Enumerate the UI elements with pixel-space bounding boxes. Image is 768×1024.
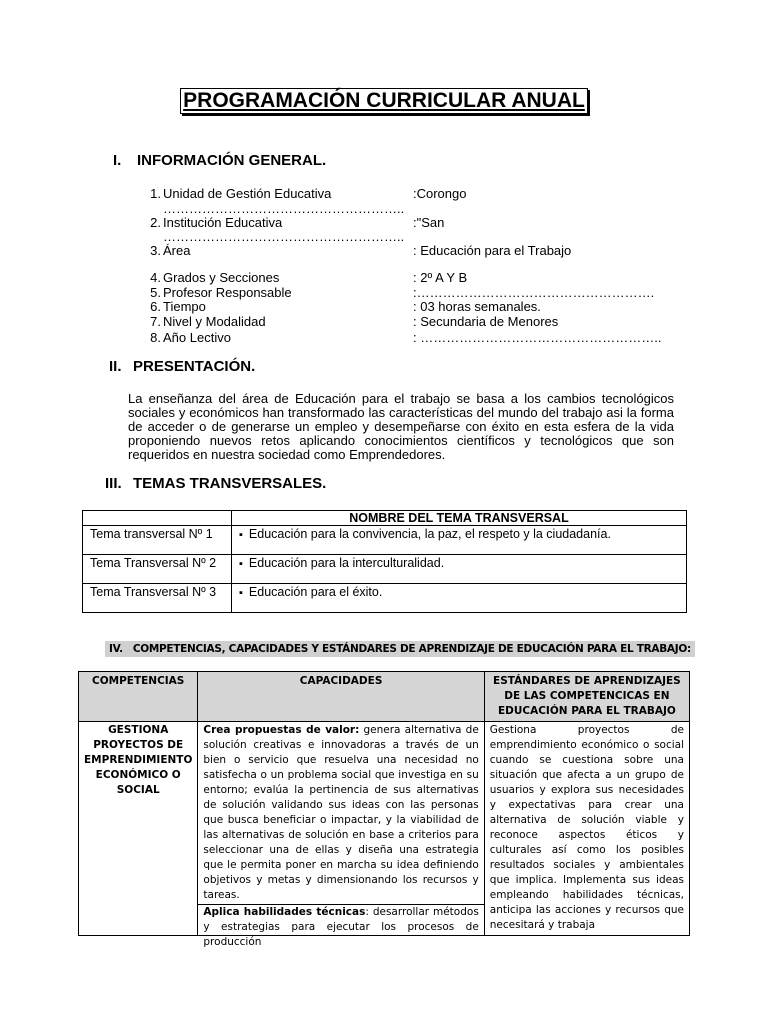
- dotted-line: ………………………………………………..: [163, 229, 405, 244]
- section-title: TEMAS TRANSVERSALES.: [133, 475, 327, 492]
- item-value: :Corongo: [413, 186, 467, 201]
- section-number: IV.: [109, 643, 123, 655]
- item-value: : Secundaria de Menores: [413, 314, 559, 329]
- theme-label: Tema Transversal Nº 3: [83, 584, 232, 613]
- table-row: [83, 584, 687, 613]
- section-number: II.: [109, 358, 122, 375]
- item-number: 6.: [150, 299, 161, 314]
- item-value: :"San: [413, 215, 445, 230]
- item-label: Profesor Responsable: [163, 285, 292, 300]
- table-row: [83, 526, 687, 555]
- section-number: I.: [113, 152, 122, 169]
- transversal-themes-table: [82, 510, 687, 613]
- theme-value: [232, 555, 687, 584]
- section-title: COMPETENCIAS, CAPACIDADES Y ESTÁNDARES DE APRENDIZAJE DE EDUCACIÓN PARA EL TRABAJO:: [132, 643, 691, 655]
- item-value: :……………………………………………….: [413, 285, 655, 300]
- capacity-block: [198, 905, 483, 951]
- item-label: Grados y Secciones: [163, 270, 280, 285]
- item-number: 5.: [150, 285, 161, 300]
- capacities-cell: [198, 722, 484, 948]
- table-row: [79, 722, 690, 936]
- item-label: Tiempo: [163, 299, 206, 314]
- competencies-table: [78, 671, 690, 948]
- item-number: 1.: [150, 186, 161, 201]
- item-label: Nivel y Modalidad: [163, 314, 266, 329]
- competency-cell: [79, 722, 198, 936]
- general-info-list: [141, 186, 701, 346]
- item-label: Institución Educativa: [163, 215, 283, 230]
- item-label: Unidad de Gestión Educativa: [163, 186, 332, 201]
- table-header-empty: [83, 511, 232, 526]
- page-title: [0, 88, 768, 114]
- item-label: Año Lectivo: [163, 330, 231, 345]
- table-header: CAPACIDADES: [198, 672, 484, 722]
- item-number: 8.: [150, 330, 161, 345]
- capacities-clip: [203, 723, 479, 948]
- section-title: INFORMACIÓN GENERAL.: [137, 152, 327, 169]
- section-heading-general-info: [113, 152, 326, 169]
- table-header: COMPETENCIAS: [79, 672, 198, 722]
- bullet-text: ▪ Educación para la interculturalidad.: [239, 556, 444, 570]
- table-header-row: [83, 511, 687, 526]
- item-number: 4.: [150, 270, 161, 285]
- item-number: 2.: [150, 215, 161, 230]
- item-value: : 03 horas semanales.: [413, 299, 541, 314]
- table-header-row: [79, 672, 690, 722]
- capacity-text: genera alternativa de solución creativas e innovadoras a través de un bien o servicio que resuelva una necesidad no satisfecha o un problema social que investiga en su entorno; evalúa la pertinencia de sus alternativas de solución validando sus ideas con las personas que busca beneficiar o impactar, y la viabilidad de las alternativas de solución en base a criterios para seleccionar una de ellas y diseña una estrategia que le permita poner en marcha su idea definiendo objetivos y metas y dimensionando los recursos y tareas.: [203, 724, 479, 901]
- section-title: PRESENTACIÓN.: [133, 358, 256, 375]
- theme-value: [232, 584, 687, 613]
- item-number: 3.: [150, 243, 161, 258]
- item-value: : ………………………………………………..: [413, 330, 662, 345]
- capacity-title: Crea propuestas de valor:: [203, 724, 360, 736]
- item-number: 7.: [150, 314, 161, 329]
- bullet-text: ▪ Educación para el éxito.: [239, 585, 382, 599]
- bullet-text: ▪ Educación para la convivencia, la paz, el respeto y la ciudadanía.: [239, 527, 611, 541]
- section-heading-competencies: [105, 641, 695, 657]
- table-header: NOMBRE DEL TEMA TRANSVERSAL: [232, 511, 687, 526]
- presentation-paragraph: La enseñanza del área de Educación para el trabajo se basa a los cambios tecnológicos sociales y económicos han transformado las características del mundo del trabajo asi la forma de acceder o de generarse un empleo y desempeñarse con éxito en esta esfera de la vida proponiendo nuevos retos aplicando conocimientos científicos y tecnológicos que son requeridos en nuestra sociedad como Emprendedores.: [128, 391, 674, 462]
- theme-label: Tema transversal Nº 1: [83, 526, 232, 555]
- theme-value: [232, 526, 687, 555]
- table-row: [83, 555, 687, 584]
- section-number: III.: [105, 475, 122, 492]
- section-heading-presentation: [109, 358, 255, 375]
- page-title-text: PROGRAMACIÓN CURRICULAR ANUAL: [180, 88, 588, 114]
- capacity-text: : desarrollar métodos y estrategias para ejecutar los procesos de producción: [203, 906, 479, 948]
- section-heading-transversal: [105, 475, 326, 492]
- standard-cell: [484, 722, 689, 936]
- item-label: Área: [163, 243, 191, 258]
- capacity-title: Aplica habilidades técnicas: [203, 906, 366, 918]
- theme-label: Tema Transversal Nº 2: [83, 555, 232, 584]
- item-value: : Educación para el Trabajo: [413, 243, 572, 258]
- standard-text: Gestiona proyectos de emprendimiento económico o social cuando se cuestiona sobre una situación que afecta a un grupo de usuarios y explora sus necesidades y expectativas para crear una alternativa de solución viable y reconoce aspectos éticos y culturales así como los posibles resultados sociales y ambientales que implica. Implementa sus ideas empleando habilidades técnicas, anticipa las acciones y recursos que necesitará y trabaja: [489, 724, 684, 931]
- item-value: : 2º A Y B: [413, 270, 468, 285]
- dotted-line: ………………………………………………..: [163, 201, 405, 216]
- table-header: ESTÁNDARES DE APRENDIZAJES DE LAS COMPETENCICAS EN EDUCACIÓN PARA EL TRABAJO: [484, 672, 689, 722]
- capacity-block: [198, 723, 483, 905]
- competency-text: GESTIONA PROYECTOS DE EMPRENDIMIENTO ECONÓMICO O SOCIAL: [84, 724, 193, 796]
